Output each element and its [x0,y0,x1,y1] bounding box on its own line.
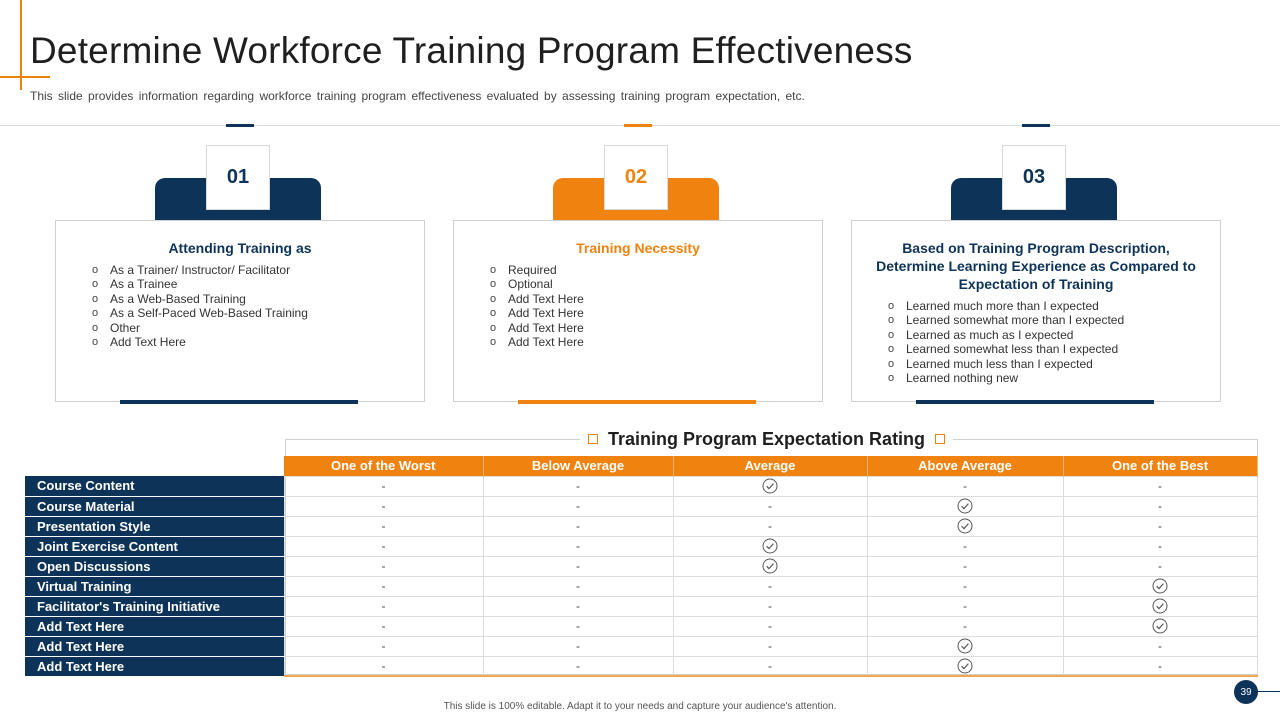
card-attending-training [55,124,425,406]
check-cell [867,656,1063,676]
empty-cell: - [673,576,867,596]
empty-cell: - [483,516,673,536]
empty-cell: - [867,596,1063,616]
empty-cell: - [673,596,867,616]
card-heading: Attending Training as [168,240,312,256]
row-label: Virtual Training [25,576,284,596]
empty-cell: - [1063,636,1257,656]
check-cell [867,516,1063,536]
footer-note: This slide is 100% editable. Adapt it to your needs and capture your audience's attention. [443,701,837,712]
square-bullet-icon [588,434,598,444]
empty-cell: - [673,636,867,656]
check-cell [1063,576,1257,596]
page-number: 39 [1234,680,1258,704]
check-circle-icon [957,518,973,534]
check-circle-icon [1152,578,1168,594]
empty-cell: - [284,496,483,516]
card-tick [1022,124,1050,127]
rating-table [25,456,1258,677]
page-title: Determine Workforce Training Program Effectiveness [30,30,913,71]
list-item: o Add Text Here [490,321,822,335]
empty-cell: - [1063,556,1257,576]
empty-cell: - [1063,536,1257,556]
check-circle-icon [762,538,778,554]
corner-accent-horizontal [0,76,50,78]
table-row [25,576,1257,596]
table-row [25,496,1257,516]
table-header-row [25,456,1257,476]
row-label: Joint Exercise Content [25,536,284,556]
table-row [25,596,1257,616]
list-item: o As a Self-Paced Web-Based Training [92,306,424,320]
empty-cell: - [867,576,1063,596]
empty-cell: - [483,476,673,496]
empty-cell: - [483,596,673,616]
card-number: 03 [1002,145,1066,210]
list-item: o Learned much more than I expected [888,299,1220,313]
check-circle-icon [957,658,973,674]
list-item: o Other [92,321,424,335]
column-header: Average [673,456,867,476]
empty-cell: - [284,556,483,576]
table-row [25,616,1257,636]
list-item: o Learned much less than I expected [888,357,1220,371]
list-item: o Add Text Here [490,335,822,349]
empty-cell: - [483,636,673,656]
list-item: o As a Trainer/ Instructor/ Facilitator [92,263,424,277]
list-item: o Learned somewhat less than I expected [888,342,1220,356]
check-circle-icon [1152,618,1168,634]
row-label: Facilitator's Training Initiative [25,596,284,616]
table-row [25,656,1257,676]
table-row [25,636,1257,656]
row-label: Course Material [25,496,284,516]
empty-cell: - [483,576,673,596]
empty-cell: - [673,496,867,516]
empty-cell: - [483,556,673,576]
empty-cell: - [284,596,483,616]
column-header: Below Average [483,456,673,476]
check-cell [1063,616,1257,636]
empty-cell: - [1063,496,1257,516]
empty-cell: - [284,476,483,496]
card-underbar [120,400,358,404]
column-header: One of the Best [1063,456,1257,476]
table-row [25,536,1257,556]
list-item: o Learned as much as I expected [888,328,1220,342]
empty-cell: - [1063,476,1257,496]
check-circle-icon [957,638,973,654]
list-item: o Required [490,263,822,277]
card-list [454,263,822,349]
rating-table-title-text: Training Program Expectation Rating [608,428,926,449]
card-tick [226,124,254,127]
row-label: Open Discussions [25,556,284,576]
empty-cell: - [673,616,867,636]
card-list [56,263,424,349]
card-panel [55,220,425,402]
list-item: o As a Web-Based Training [92,292,424,306]
list-item: o Add Text Here [490,292,822,306]
empty-cell: - [284,656,483,676]
card-tick [624,124,652,127]
empty-cell: - [867,556,1063,576]
card-learning-experience [851,124,1221,406]
row-label: Add Text Here [25,656,284,676]
column-header: One of the Worst [284,456,483,476]
page-number-line [1258,691,1280,692]
table-row [25,556,1257,576]
check-cell [867,636,1063,656]
empty-cell: - [867,616,1063,636]
list-item: o Learned nothing new [888,371,1220,385]
check-cell [673,536,867,556]
rating-table-body [25,476,1257,676]
table-row [25,516,1257,536]
card-number: 02 [604,145,668,210]
check-cell [867,496,1063,516]
empty-cell: - [483,536,673,556]
card-panel [453,220,823,402]
empty-cell: - [1063,516,1257,536]
card-underbar [518,400,756,404]
check-circle-icon [957,498,973,514]
check-cell [1063,596,1257,616]
empty-cell: - [483,616,673,636]
empty-cell: - [284,516,483,536]
check-circle-icon [762,478,778,494]
rating-table-title [580,428,953,450]
list-item: o Add Text Here [92,335,424,349]
table-row [25,476,1257,496]
card-heading: Based on Training Program Description, Determine Learning Experience as Compared to Expectation of Training [876,240,1196,292]
empty-cell: - [284,636,483,656]
list-item: o Add Text Here [490,306,822,320]
row-label: Add Text Here [25,636,284,656]
list-item: o Optional [490,277,822,291]
empty-cell: - [1063,656,1257,676]
check-circle-icon [762,558,778,574]
page-subtitle: This slide provides information regarding workforce training program effectiveness evaluated by assessing training program expectation, etc. [30,89,805,103]
card-heading: Training Necessity [576,240,700,256]
empty-cell: - [867,476,1063,496]
check-circle-icon [1152,598,1168,614]
empty-cell: - [673,516,867,536]
square-bullet-icon [935,434,945,444]
check-cell [673,556,867,576]
empty-cell: - [284,576,483,596]
row-label: Presentation Style [25,516,284,536]
table-corner [25,456,284,476]
column-header: Above Average [867,456,1063,476]
empty-cell: - [284,536,483,556]
empty-cell: - [867,536,1063,556]
list-item: o Learned somewhat more than I expected [888,313,1220,327]
list-item: o As a Trainee [92,277,424,291]
check-cell [673,476,867,496]
empty-cell: - [483,656,673,676]
row-label: Add Text Here [25,616,284,636]
empty-cell: - [483,496,673,516]
empty-cell: - [284,616,483,636]
card-number: 01 [206,145,270,210]
card-list [852,299,1220,385]
empty-cell: - [673,656,867,676]
card-training-necessity [453,124,823,406]
card-panel [851,220,1221,402]
card-underbar [916,400,1154,404]
row-label: Course Content [25,476,284,496]
